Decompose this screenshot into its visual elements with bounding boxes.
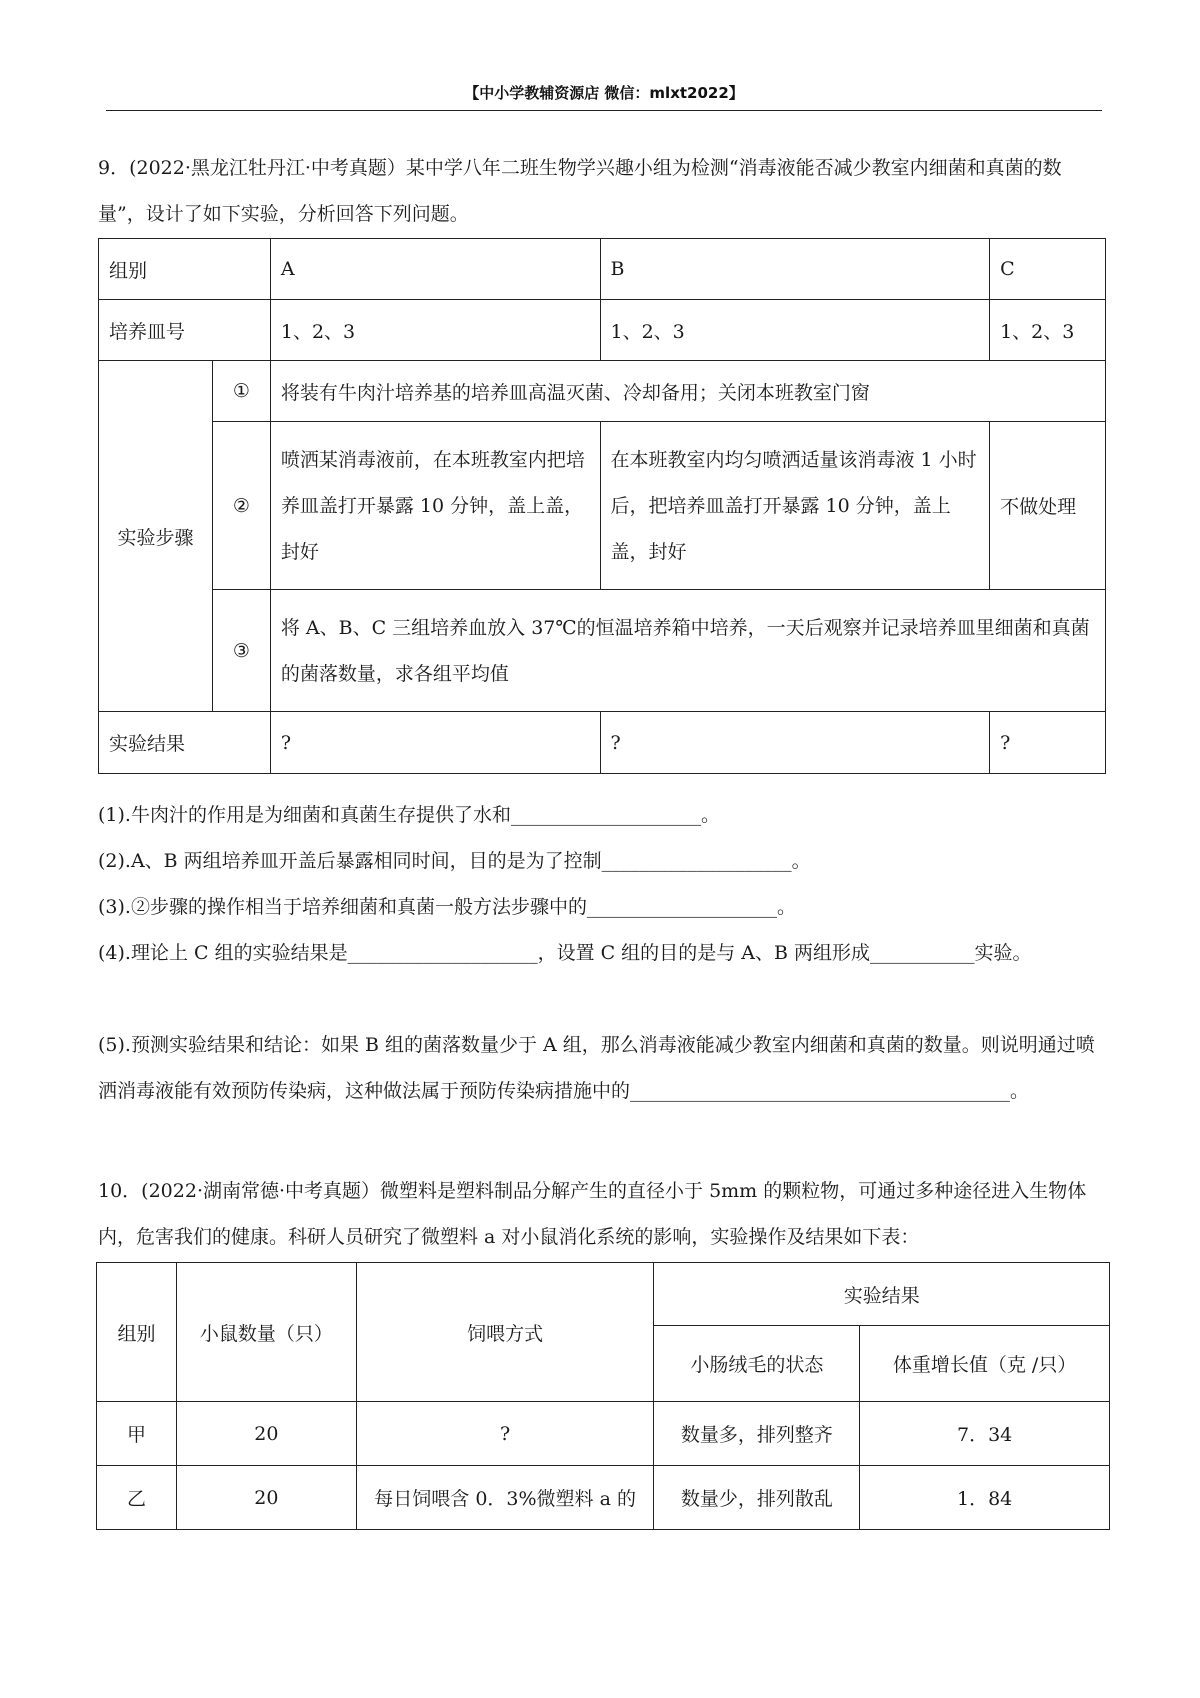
step2-group-c: 不做处理	[990, 422, 1106, 590]
header-feeding: 饲喂方式	[356, 1263, 654, 1402]
table-row	[99, 422, 1106, 590]
table-row	[99, 300, 1106, 361]
header-group: 组别	[97, 1263, 177, 1402]
dish-label: 培养皿号	[99, 300, 271, 361]
header-weight: 体重增长值（克 /只）	[860, 1326, 1110, 1402]
group-b: B	[600, 239, 990, 300]
step3-mark: ③	[212, 590, 270, 712]
header-count: 小鼠数量（只）	[176, 1263, 356, 1402]
q9-question-1: (1).牛肉汁的作用是为细菌和真菌生存提供了水和____________________。	[98, 804, 720, 826]
row-group: 乙	[97, 1466, 177, 1530]
table-row	[99, 239, 1106, 300]
result-label: 实验结果	[99, 712, 271, 774]
q9-question-2: (2).A、B 两组培养皿开盖后暴露相同时间，目的是为了控制____________________。	[98, 850, 811, 872]
step2-mark: ②	[212, 422, 270, 590]
q9-experiment-table	[98, 238, 1106, 774]
row-weight: 7．34	[860, 1402, 1110, 1466]
table-row	[99, 361, 1106, 422]
table-row	[99, 712, 1106, 774]
group-a: A	[270, 239, 600, 300]
step1-mark: ①	[212, 361, 270, 422]
dish-c: 1、2、3	[990, 300, 1106, 361]
row-villi: 数量多，排列整齐	[654, 1402, 860, 1466]
result-a: ?	[270, 712, 600, 774]
page-header: 【中小学教辅资源店 微信：mlxt2022】	[464, 84, 744, 102]
header-villi: 小肠绒毛的状态	[654, 1326, 860, 1402]
q10-results-table	[96, 1262, 1110, 1530]
q9-question-3: (3).②步骤的操作相当于培养细菌和真菌一般方法步骤中的____________________。	[98, 896, 796, 918]
header-divider	[106, 110, 1102, 111]
q9-question-5: (5).预测实验结果和结论：如果 B 组的菌落数量少于 A 组，那么消毒液能减少教室内细菌和真菌的数量。则说明通过喷洒消毒液能有效预防传染病，这种做法属于预防传染病措施中的________________________________________。	[98, 1034, 1095, 1102]
row-weight: 1．84	[860, 1466, 1110, 1530]
group-c: C	[990, 239, 1106, 300]
step2-group-a: 喷洒某消毒液前，在本班教室内把培养皿盖打开暴露 10 分钟，盖上盖，封好	[270, 422, 600, 590]
table-row	[97, 1263, 1110, 1326]
row-count: 20	[176, 1402, 356, 1466]
step3-text: 将 A、B、C 三组培养血放入 37℃的恒温培养箱中培养，一天后观察并记录培养皿里细菌和真菌的菌落数量，求各组平均值	[270, 590, 1105, 712]
dish-b: 1、2、3	[600, 300, 990, 361]
row-feeding: ?	[356, 1402, 654, 1466]
dish-a: 1、2、3	[270, 300, 600, 361]
header-result: 实验结果	[654, 1263, 1110, 1326]
row-group: 甲	[97, 1402, 177, 1466]
table-row	[97, 1402, 1110, 1466]
q9-stem: 9．(2022·黑龙江牡丹江·中考真题）某中学八年二班生物学兴趣小组为检测“消毒液能否减少教室内细菌和真菌的数量”，设计了如下实验，分析回答下列问题。	[98, 157, 1062, 225]
steps-label: 实验步骤	[99, 361, 213, 712]
result-c: ?	[990, 712, 1106, 774]
q10-stem: 10．(2022·湖南常德·中考真题）微塑料是塑料制品分解产生的直径小于 5mm 的颗粒物，可通过多种途径进入生物体内，危害我们的健康。科研人员研究了微塑料 a 对小鼠消化系统的影响，实验操作及结果如下表：	[98, 1180, 1087, 1248]
table-row	[97, 1466, 1110, 1530]
row-villi: 数量少，排列散乱	[654, 1466, 860, 1530]
row-feeding: 每日饲喂含 0．3%微塑料 a 的	[356, 1466, 654, 1530]
step1-text: 将装有牛肉汁培养基的培养皿高温灭菌、冷却备用；关闭本班教室门窗	[270, 361, 1105, 422]
step2-group-b: 在本班教室内均匀喷洒适量该消毒液 1 小时后，把培养皿盖打开暴露 10 分钟，盖上盖，封好	[600, 422, 990, 590]
group-label: 组别	[99, 239, 271, 300]
table-row	[99, 590, 1106, 712]
row-count: 20	[176, 1466, 356, 1530]
q9-question-4: (4).理论上 C 组的实验结果是____________________，设置 C 组的目的是与 A、B 两组形成___________实验。	[98, 942, 1032, 964]
result-b: ?	[600, 712, 990, 774]
